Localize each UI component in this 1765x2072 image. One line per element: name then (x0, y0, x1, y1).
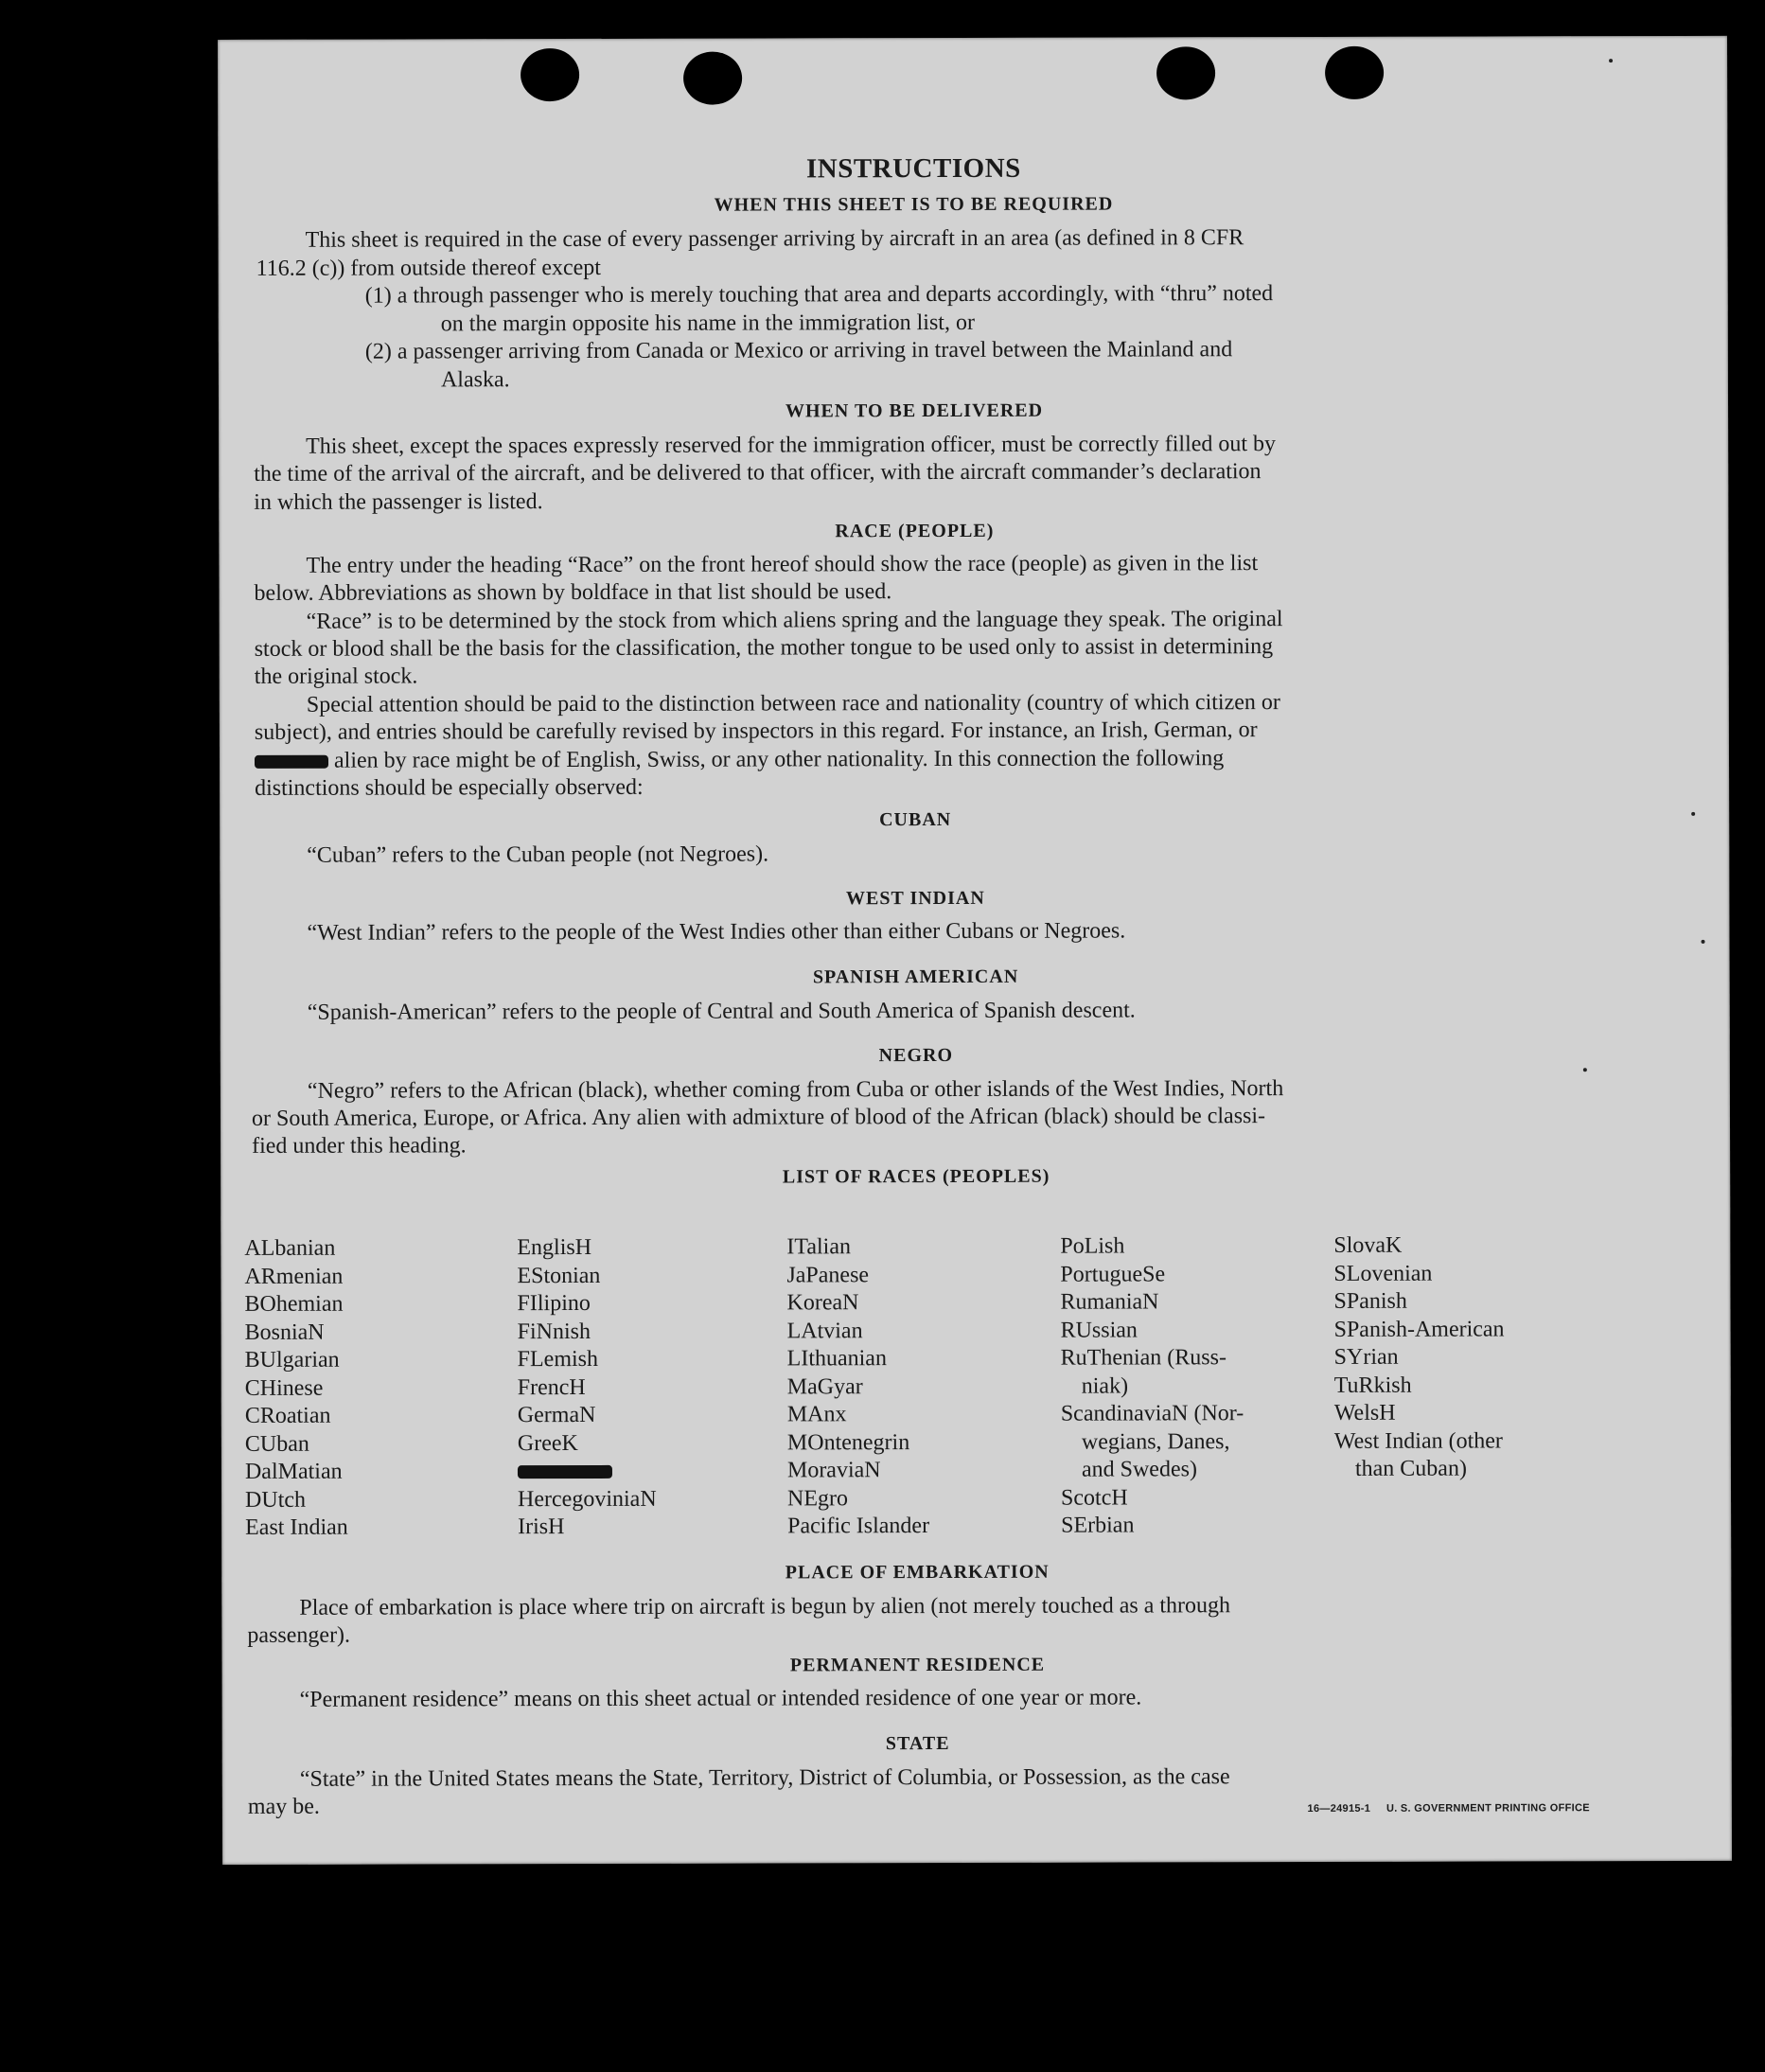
race-entry: FiNnish (517, 1319, 591, 1344)
list-item: on the margin opposite his name in the immigration list, or (440, 310, 975, 337)
race-entry: SlovaK (1333, 1232, 1403, 1258)
list-item: (2) a passenger arriving from Canada or Mexico or arriving in travel between the Mainland and (364, 337, 1233, 364)
race-entry: ITalian (786, 1234, 851, 1260)
punch-hole (1156, 46, 1215, 99)
paragraph-line: “Spanish-American” refers to the people of Central and South America of Spanish descent. (307, 998, 1136, 1025)
paragraph-line: below. Abbreviations as shown by boldface in that list should be used. (254, 579, 892, 606)
race-entry: LAtvian (786, 1318, 863, 1343)
section-heading-residence: PERMANENT RESIDENCE (789, 1654, 1046, 1676)
race-entry: than Cuban) (1354, 1456, 1467, 1481)
paragraph-line: This sheet is required in the case of every passenger arriving by aircraft in an area (as defined in 8 CFR (305, 225, 1244, 253)
paragraph-line: “Cuban” refers to the Cuban people (not Negroes). (307, 841, 769, 868)
paragraph-line: may be. (247, 1794, 320, 1819)
race-entry: wegians, Danes, (1081, 1428, 1230, 1455)
race-entry: SLovenian (1333, 1261, 1433, 1286)
paragraph-line: “Permanent residence” means on this sheet actual or intended residence of one year or more. (299, 1685, 1142, 1712)
race-column (1333, 1231, 1505, 1483)
race-entry: SPanish (1333, 1288, 1407, 1314)
paragraph-line: or South America, Europe, or Africa. Any alien with admixture of blood of the African (black) should be classi- (251, 1104, 1266, 1131)
race-entry: SPanish-American (1333, 1316, 1505, 1342)
race-entry: JaPanese (786, 1262, 870, 1287)
race-entry: CHinese (244, 1375, 324, 1401)
paragraph-line: alien by race might be of English, Swiss, or any other nationality. In this connection the following (255, 745, 1224, 775)
race-entry (518, 1458, 657, 1486)
race-entry: CRoatian (244, 1403, 331, 1428)
paragraph-line: Place of embarkation is place where trip on aircraft is begun by alien (not merely touched as a through (299, 1593, 1231, 1620)
punch-hole (683, 52, 742, 105)
race-entry: GermaN (517, 1402, 596, 1428)
race-entry: RuThenian (Russ- (1060, 1345, 1227, 1371)
section-heading-spanish-american: SPANISH AMERICAN (812, 965, 1019, 988)
race-entry: MaGyar (786, 1373, 863, 1399)
race-entry: niak) (1081, 1372, 1129, 1399)
punch-hole (1325, 46, 1384, 99)
paragraph-line: stock or blood shall be the basis for the classification, the mother tongue to be used only to assist in determining (254, 634, 1274, 662)
race-entry: ALbanian (244, 1235, 336, 1261)
race-entry: PoLish (1060, 1233, 1125, 1259)
race-entry: FIlipino (517, 1290, 591, 1317)
section-heading-west-indian: WEST INDIAN (845, 887, 985, 910)
race-entry: RumaniaN (1060, 1289, 1159, 1315)
race-entry: ScandinaviaN (Nor- (1060, 1401, 1244, 1426)
redaction-mark (518, 1465, 612, 1479)
document-sheet (218, 36, 1732, 1865)
race-entry: NEgro (787, 1485, 849, 1511)
paragraph-line: “Negro” refers to the African (black), whether coming from Cuba or other islands of the West Indies, North (307, 1076, 1284, 1104)
list-item: (1) a through passenger who is merely touching that area and departs accordingly, with “thru” noted (364, 281, 1274, 309)
paragraph-line: in which the passenger is listed. (254, 489, 543, 515)
list-item: Alaska. (440, 367, 510, 393)
race-entry: HercegoviniaN (518, 1486, 657, 1512)
page-title: INSTRUCTIONS (805, 152, 1021, 185)
race-entry: DUtch (245, 1487, 307, 1513)
race-entry: FrencH (517, 1374, 586, 1400)
race-entry: EnglisH (517, 1234, 592, 1261)
paragraph-line: Special attention should be paid to the distinction between race and nationality (country of which citizen or (306, 690, 1280, 717)
race-entry: MAnx (786, 1402, 847, 1427)
race-list (244, 1231, 1616, 1540)
speck (1691, 812, 1695, 816)
race-entry: ScotcH (1061, 1484, 1128, 1511)
race-entry: and Swedes) (1081, 1457, 1197, 1482)
race-entry: RUssian (1060, 1317, 1138, 1343)
punch-hole (521, 48, 579, 101)
print-footer (1308, 1802, 1590, 1815)
race-entry: SErbian (1061, 1513, 1135, 1538)
race-entry: IrisH (518, 1514, 565, 1540)
paragraph-line: fied under this heading. (252, 1133, 467, 1159)
speck (1583, 1068, 1587, 1071)
race-entry: West Indian (other (1333, 1427, 1503, 1454)
race-entry: BOhemian (244, 1291, 344, 1317)
race-entry: MoraviaN (786, 1458, 881, 1483)
paragraph-line: “Race” is to be determined by the stock from which aliens spring and the language they speak. The original (306, 607, 1283, 634)
paragraph-line: This sheet, except the spaces expressly reserved for the immigration officer, must be correctly filled out by (306, 432, 1277, 459)
paragraph-line: The entry under the heading “Race” on the front hereof should show the race (people) as given in the list (306, 551, 1259, 578)
form-number: 16—24915-1 (1307, 1802, 1371, 1815)
paragraph-line: distinctions should be especially observed: (255, 774, 644, 801)
race-column (786, 1233, 929, 1541)
race-entry: ARmenian (244, 1264, 344, 1289)
race-column (244, 1235, 347, 1543)
paragraph-line: 116.2 (c)) from outside thereof except (256, 255, 601, 281)
race-entry: BUlgarian (244, 1347, 340, 1372)
paragraph-line: the time of the arrival of the aircraft, and be delivered to that officer, with the aircraft commander’s declaration (254, 459, 1262, 487)
paragraph-line: the original stock. (254, 664, 418, 689)
section-heading-list-of-races: LIST OF RACES (PEOPLES) (782, 1165, 1050, 1188)
race-entry: SYrian (1333, 1344, 1399, 1370)
section-heading-embarkation: PLACE OF EMBARKATION (785, 1561, 1050, 1584)
race-entry: PortugueSe (1060, 1261, 1166, 1287)
paragraph-line: “State” in the United States means the State, Territory, District of Columbia, or Possession, as the case (299, 1764, 1230, 1792)
paragraph-line: “West Indian” refers to the people of the West Indies other than either Cubans or Negroes. (307, 918, 1126, 946)
race-entry: FLemish (517, 1346, 599, 1372)
section-heading-required: WHEN THIS SHEET IS TO BE REQUIRED (714, 193, 1114, 216)
race-entry: EStonian (517, 1263, 601, 1288)
race-entry: KoreaN (786, 1290, 859, 1316)
paragraph-line: subject), and entries should be carefully revised by inspectors in this regard. For instance, an Irish, German, or (254, 717, 1258, 745)
printer-credit: U. S. GOVERNMENT PRINTING OFFICE (1386, 1802, 1590, 1815)
race-entry: East Indian (245, 1514, 348, 1540)
race-entry: GreeK (517, 1430, 578, 1456)
race-entry: TuRkish (1333, 1372, 1412, 1398)
race-entry: CUban (244, 1431, 309, 1457)
race-column (517, 1234, 656, 1542)
section-heading-state: STATE (885, 1732, 950, 1755)
race-entry: LIthuanian (786, 1346, 887, 1372)
paragraph-line: passenger). (247, 1622, 351, 1648)
race-entry: DalMatian (244, 1459, 343, 1484)
section-heading-race: RACE (PEOPLE) (835, 520, 995, 542)
section-heading-cuban: CUBAN (879, 808, 952, 831)
redaction-mark (255, 755, 328, 769)
race-entry: MOntenegrin (786, 1429, 910, 1455)
section-heading-delivered: WHEN TO BE DELIVERED (785, 399, 1044, 422)
race-entry: BosniaN (244, 1319, 325, 1345)
section-heading-negro: NEGRO (878, 1044, 954, 1067)
race-entry: WelsH (1333, 1400, 1396, 1426)
race-column (1060, 1232, 1244, 1540)
speck (1701, 940, 1704, 944)
speck (1609, 59, 1613, 62)
race-entry: Pacific Islander (787, 1514, 930, 1539)
